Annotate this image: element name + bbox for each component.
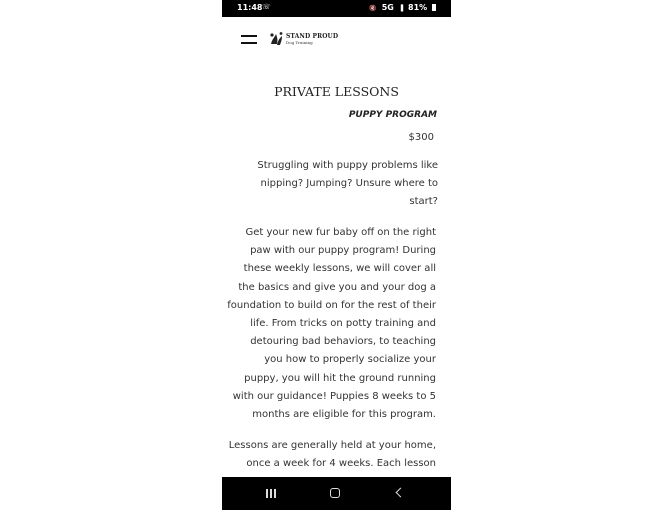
site-header	[222, 25, 451, 55]
logo-title: STAND PROUD	[286, 33, 339, 40]
logo-subtitle: Dog Training	[286, 40, 313, 45]
battery-label: 81%	[408, 3, 428, 12]
text-line: months are eligible for this program.	[252, 409, 436, 421]
text-line: with our guidance! Puppies 8 weeks to 5	[232, 390, 436, 402]
recent-apps-icon[interactable]	[263, 486, 279, 500]
schedule-paragraph	[229, 437, 436, 473]
site-logo[interactable]	[268, 29, 338, 51]
page-content	[222, 0, 451, 477]
call-icon: ☏	[262, 3, 271, 11]
text-line: you how to properly socialize your	[264, 354, 436, 366]
network-label: 5G	[381, 3, 394, 12]
paw-logo-icon	[268, 30, 286, 48]
home-icon[interactable]	[328, 486, 344, 500]
text-line: start?	[409, 196, 438, 208]
text-line: paw with our puppy program! During	[250, 245, 436, 257]
text-line: these weekly lessons, we will cover all	[243, 263, 436, 275]
text-line: nipping? Jumping? Unsure where to	[260, 178, 438, 190]
status-time: 11:48	[237, 3, 263, 12]
program-name: PUPPY PROGRAM	[348, 110, 437, 120]
page-title: PRIVATE LESSONS	[274, 84, 399, 99]
text-line: once a week for 4 weeks. Each lesson	[246, 458, 436, 470]
text-line: Lessons are generally held at your home,	[228, 440, 436, 451]
text-line: puppy, you will hit the ground running	[244, 372, 436, 384]
text-line: Struggling with puppy problems like	[257, 160, 438, 171]
description-paragraph	[227, 224, 436, 424]
text-line: Get your new fur baby off on the right	[245, 227, 436, 238]
text-line: detouring bad behaviors, to teaching	[250, 336, 436, 348]
text-line: foundation to build on for the rest of their	[227, 299, 436, 311]
text-line: life. From tricks on potty training and	[250, 318, 436, 330]
signal-icon: ▐	[398, 5, 404, 12]
program-price: $300	[408, 132, 434, 143]
mute-icon: 🔇	[369, 5, 377, 12]
text-line: the basics and give you and your dog a	[238, 281, 436, 293]
back-icon[interactable]	[392, 486, 408, 500]
hamburger-menu-icon[interactable]	[241, 35, 257, 45]
phone-screen	[222, 0, 451, 510]
intro-paragraph	[257, 157, 438, 212]
system-nav-bar	[222, 477, 451, 510]
